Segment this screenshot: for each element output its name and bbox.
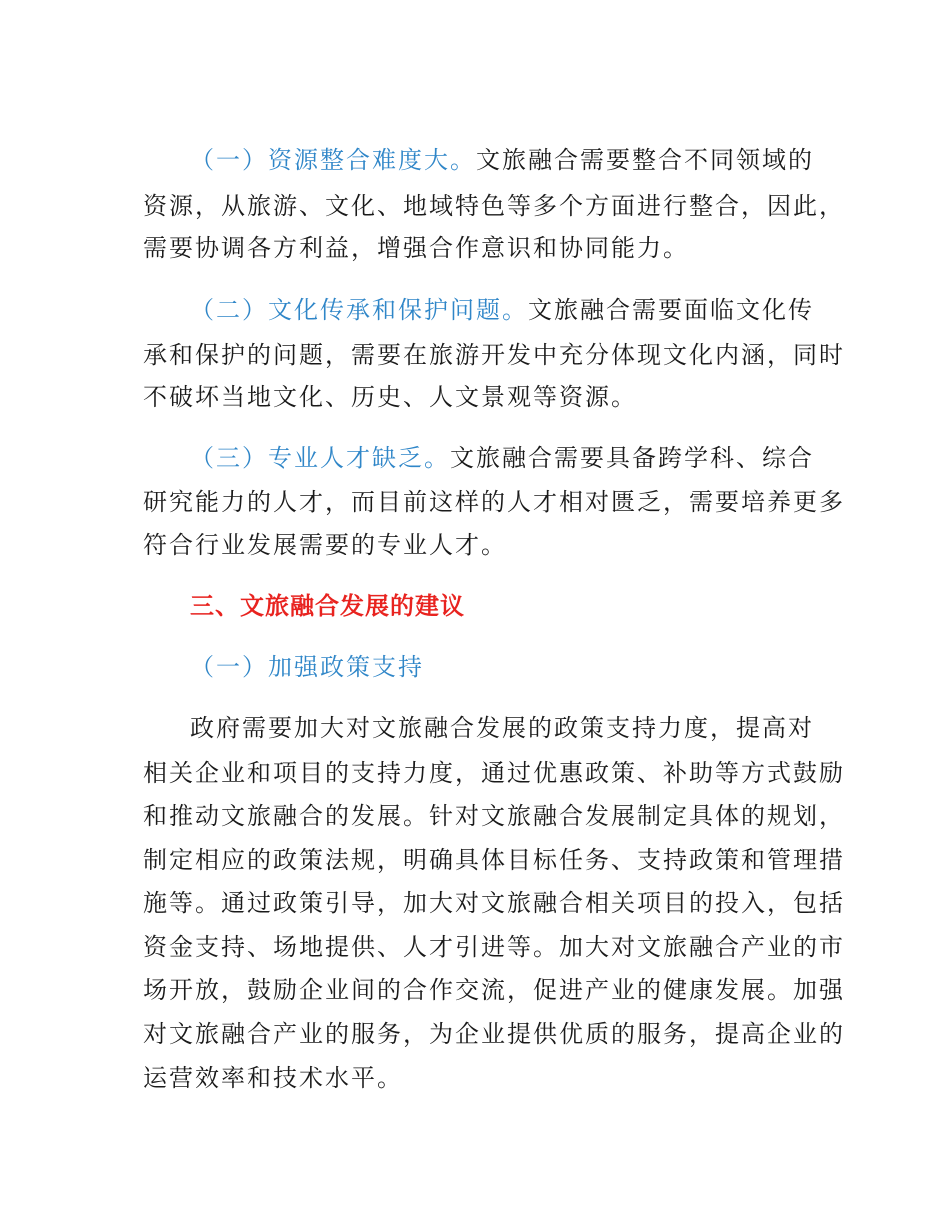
body-line-7: 场开放，鼓励企业间的合作交流，促进产业的健康发展。加强 <box>143 976 845 1004</box>
body-line-8: 对文旅融合产业的服务，为企业提供优质的服务，提高企业的 <box>143 1020 845 1048</box>
paragraph-2-line-2: 承和保护的问题，需要在旅游开发中充分体现文化内涵，同时 <box>143 341 845 369</box>
paragraph-3-line-1 <box>190 443 814 473</box>
paragraph-1-text: 文旅融合需要整合不同领域的 <box>476 146 814 174</box>
paragraph-1-line-3: 需要协调各方利益，增强合作意识和协同能力。 <box>143 234 689 262</box>
paragraph-2-line-1 <box>190 295 814 325</box>
paragraph-3-text: 文旅融合需要具备跨学科、综合 <box>450 444 814 472</box>
paragraph-3-line-2: 研究能力的人才，而目前这样的人才相对匮乏，需要培养更多 <box>143 488 845 516</box>
paragraph-2-heading: （二）文化传承和保护问题。 <box>190 296 528 324</box>
body-line-3: 和推动文旅融合的发展。针对文旅融合发展制定具体的规划， <box>143 802 845 830</box>
body-line-5: 施等。通过政策引导，加大对文旅融合相关项目的投入，包括 <box>143 889 845 917</box>
paragraph-3-heading: （三）专业人才缺乏。 <box>190 444 450 472</box>
paragraph-1-line-2: 资源，从旅游、文化、地域特色等多个方面进行整合，因此， <box>143 192 845 220</box>
paragraph-1-line-1 <box>190 145 814 175</box>
body-line-4: 制定相应的政策法规，明确具体目标任务、支持政策和管理措 <box>143 846 845 874</box>
body-line-2: 相关企业和项目的支持力度，通过优惠政策、补助等方式鼓励 <box>143 759 845 787</box>
body-line-6: 资金支持、场地提供、人才引进等。加大对文旅融合产业的市 <box>143 933 845 961</box>
body-line-9: 运营效率和技术水平。 <box>143 1064 403 1092</box>
paragraph-1-heading: （一）资源整合难度大。 <box>190 146 476 174</box>
section-title: 三、文旅融合发展的建议 <box>190 592 465 620</box>
paragraph-3-line-3: 符合行业发展需要的专业人才。 <box>143 531 507 559</box>
paragraph-2-text: 文旅融合需要面临文化传 <box>528 296 814 324</box>
paragraph-2-line-3: 不破坏当地文化、历史、人文景观等资源。 <box>143 383 637 411</box>
body-line-1: 政府需要加大对文旅融合发展的政策支持力度，提高对 <box>190 714 814 742</box>
sub-heading: （一）加强政策支持 <box>190 653 424 681</box>
